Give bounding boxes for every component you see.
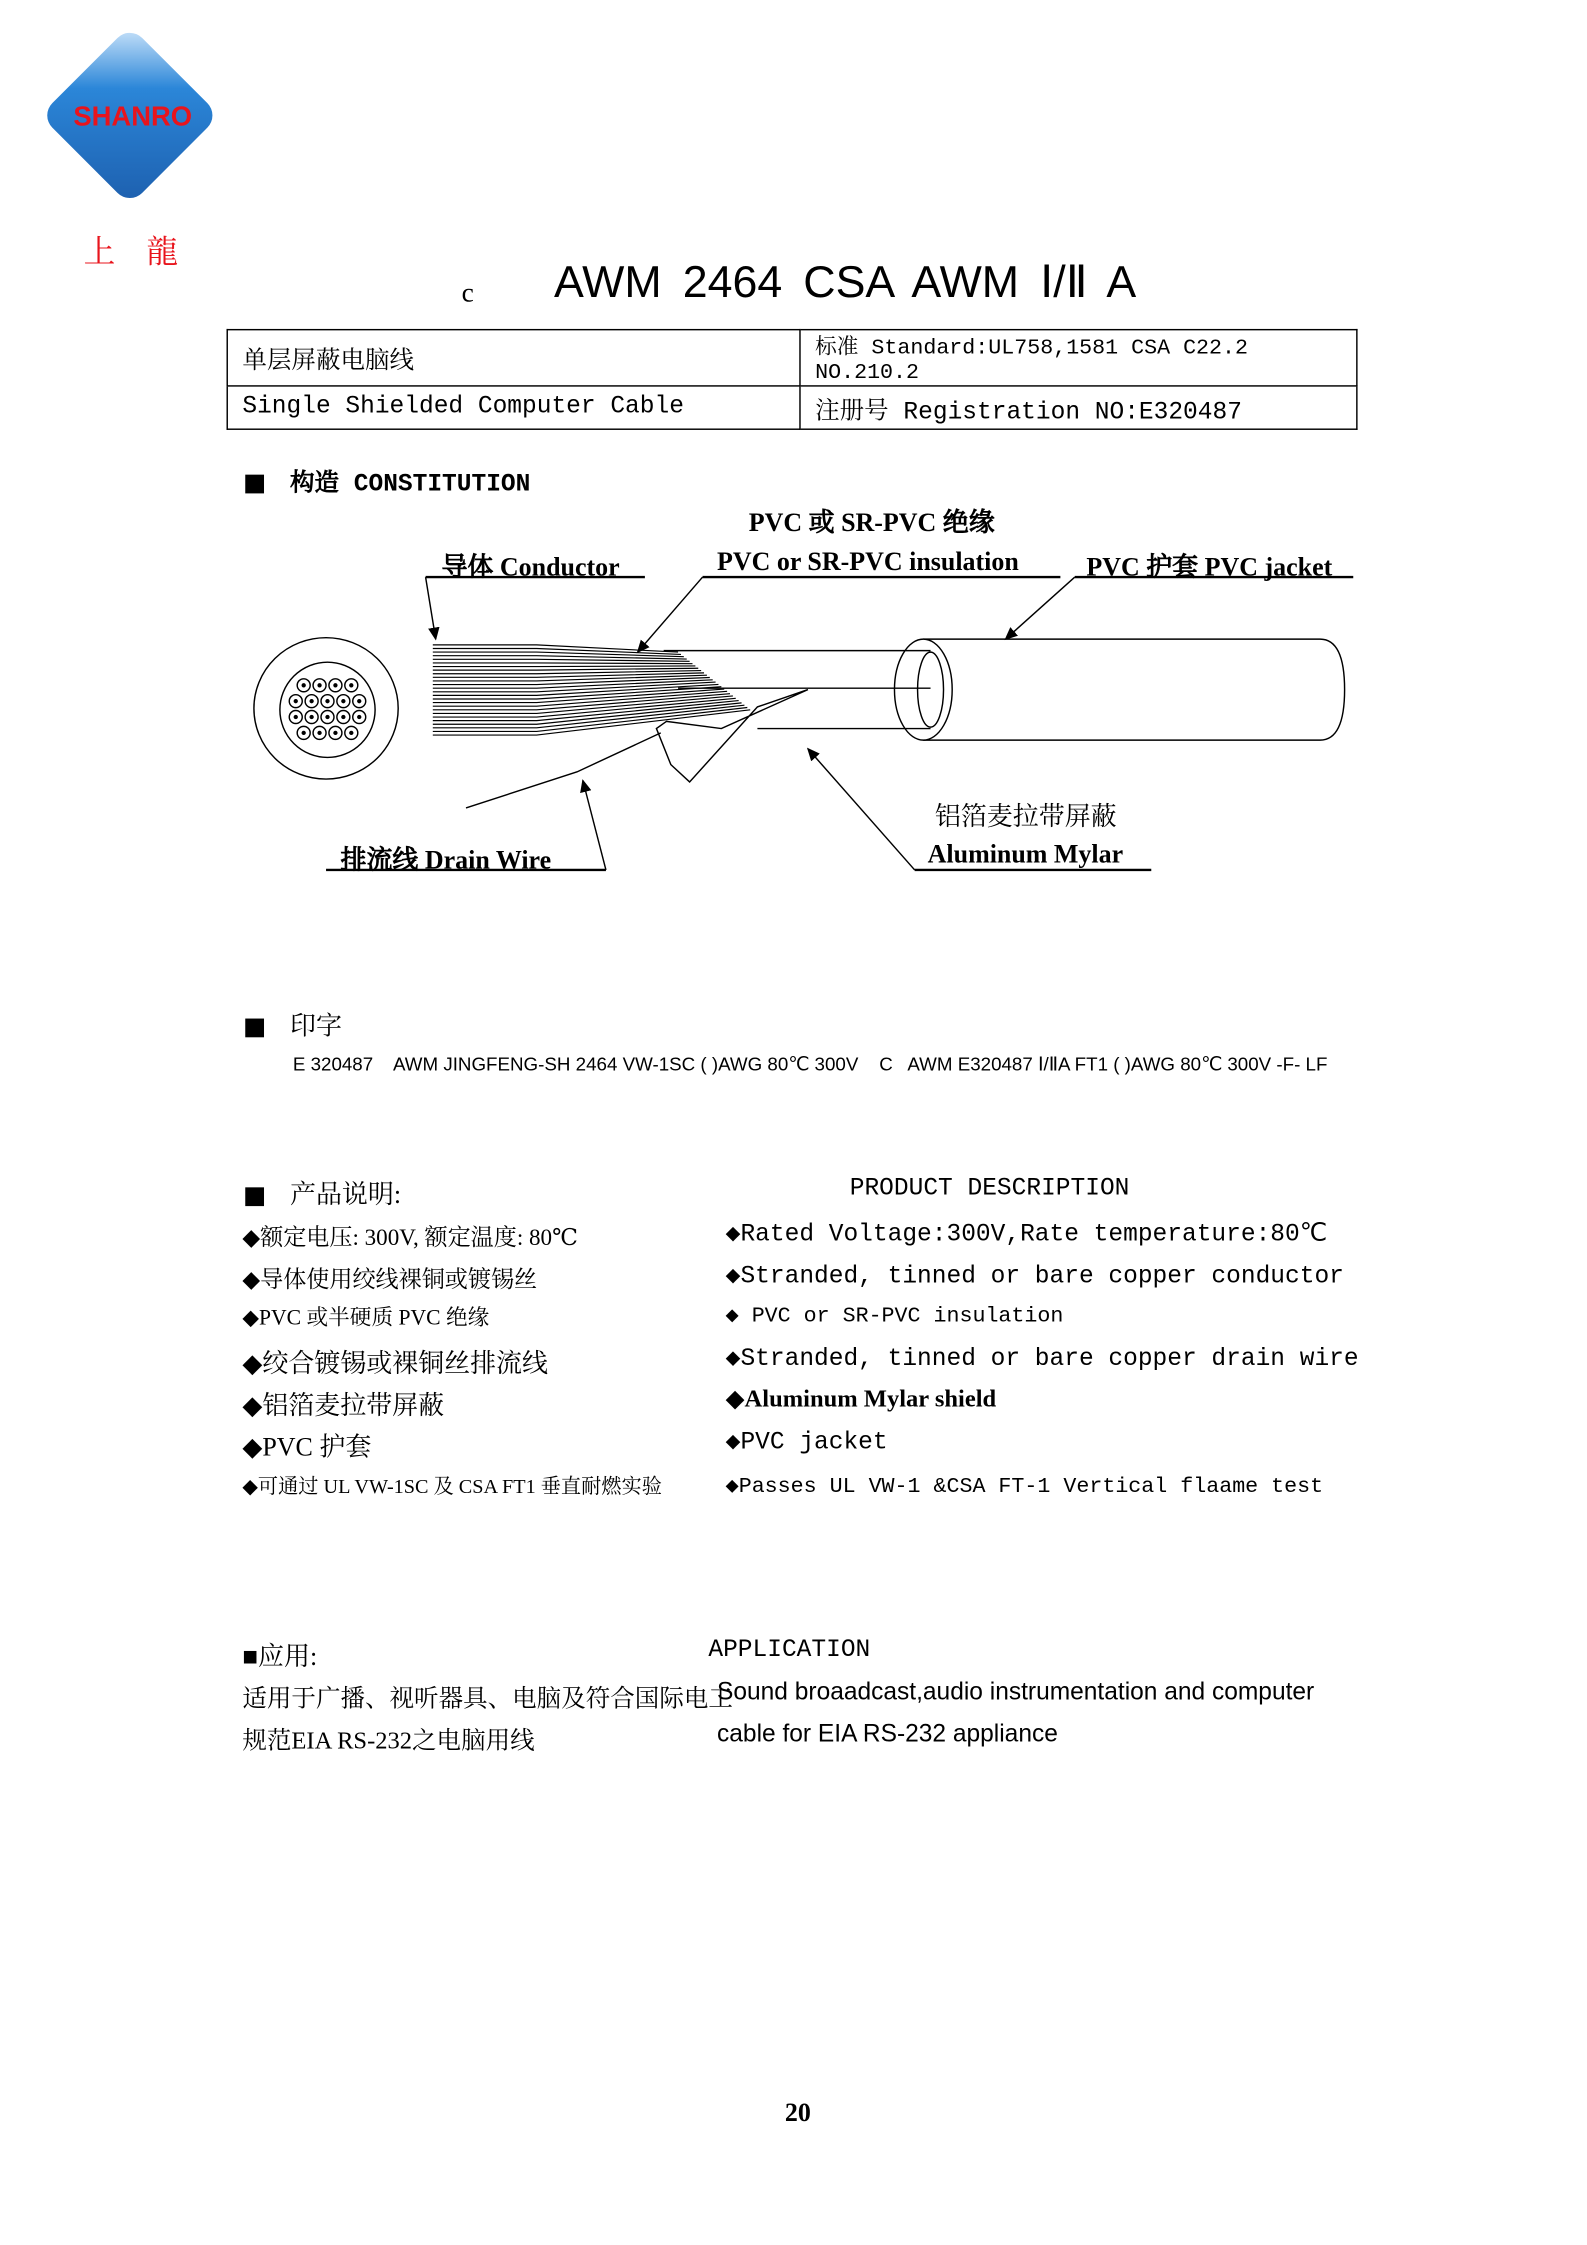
product-name-cn: 单层屏蔽电脑线 [227, 330, 800, 386]
svg-text:SHANRO: SHANRO [73, 100, 193, 132]
description-item-cn: ◆铝箔麦拉带屏蔽 [242, 1390, 445, 1420]
conductor-strand [433, 668, 698, 670]
conductor-strand [433, 648, 681, 654]
description-item-cn: ◆绞合镀锡或裸铜丝排流线 [242, 1348, 549, 1378]
bullet-square-icon [245, 1019, 264, 1038]
page-title: AWM 2464 CSA AWM Ⅰ/Ⅱ A [553, 256, 1137, 308]
bullet-square-icon [245, 1188, 264, 1207]
description-item-en: ◆Passes UL VW-1 &CSA FT-1 Vertical flaame test [725, 1474, 1324, 1499]
logo-chinese: 上 龍 [83, 233, 190, 270]
label-insulation: PVC or SR-PVC insulation [717, 546, 1019, 576]
cross-section [254, 638, 398, 779]
conductor-strand [433, 663, 693, 664]
label-drain-wire: 排流线 Drain Wire [340, 845, 552, 875]
description-item-cn: ◆导体使用绞线裸铜或镀锡丝 [242, 1268, 538, 1293]
description-item-cn: ◆可通过 UL VW-1SC 及 CSA FT1 垂直耐燃实验 [242, 1477, 662, 1499]
label-conductor: 导体 Conductor [441, 552, 620, 582]
insulation [664, 651, 931, 729]
description-item-en: ◆Stranded, tinned or bare copper drain wire [725, 1346, 1359, 1374]
conductor-strand [433, 666, 696, 667]
description-heading-en: PRODUCT DESCRIPTION [849, 1175, 1130, 1204]
application-heading-en: APPLICATION [708, 1637, 871, 1665]
marking-text: E 320487 AWM JINGFENG-SH 2464 VW-1SC ( )AWG 80℃ 300V C AWM E320487 Ⅰ/ⅡA FT1 ( )AWG 80℃ 300V -F- LF [292, 1053, 1328, 1075]
standard: 标准 Standard:UL758,1581 CSA C22.2 NO.210.2 [800, 330, 1357, 386]
description-item-cn: ◆额定电压: 300V, 额定温度: 80℃ [242, 1226, 578, 1251]
label-mylar-cn: 铝箔麦拉带屏蔽 [934, 802, 1117, 831]
label-mylar: Aluminum Mylar [927, 839, 1124, 869]
description-item-cn: ◆PVC 或半硬质 PVC 绝缘 [242, 1307, 490, 1331]
description-item-en: ◆PVC jacket [725, 1429, 888, 1458]
application-line-en: Sound broaadcast,audio instrumentation and computer [717, 1677, 1315, 1706]
description-heading-cn: 产品说明: [245, 1174, 401, 1212]
application-heading-cn: ■应用: [242, 1641, 318, 1671]
conductor-strand [433, 671, 701, 674]
description-item-cn: ◆PVC 护套 [242, 1432, 372, 1462]
product-name-en: Single Shielded Computer Cable [227, 386, 800, 429]
application-line-cn: 适用于广播、视听器具、电脑及符合国际电工 [242, 1685, 733, 1713]
description-item-en: ◆Rated Voltage:300V,Rate temperature:80℃ [725, 1221, 1328, 1250]
page-number: 20 [784, 2097, 811, 2127]
description-item-en: ◆Stranded, tinned or bare copper conductor [725, 1263, 1344, 1292]
title-prefix: c [461, 278, 474, 309]
application-line-en: cable for EIA RS-232 appliance [717, 1719, 1058, 1748]
registration: 注册号 Registration NO:E320487 [800, 386, 1357, 429]
description-item-en: ◆Aluminum Mylar shield [725, 1384, 997, 1413]
label-insulation-cn: PVC 或 SR-PVC 绝缘 [748, 507, 995, 537]
application-line-cn: 规范EIA RS-232之电脑用线 [242, 1726, 535, 1755]
marking-heading: 印字 [245, 1006, 342, 1044]
constitution-heading: 构造 CONSTITUTION [245, 462, 530, 500]
conductor-strand [433, 656, 687, 659]
label-jacket: PVC 护套 PVC jacket [1086, 552, 1333, 582]
conductor-strand [433, 659, 690, 661]
jacket [923, 639, 1344, 740]
description-item-en: ◆ PVC or SR-PVC insulation [725, 1304, 1064, 1329]
